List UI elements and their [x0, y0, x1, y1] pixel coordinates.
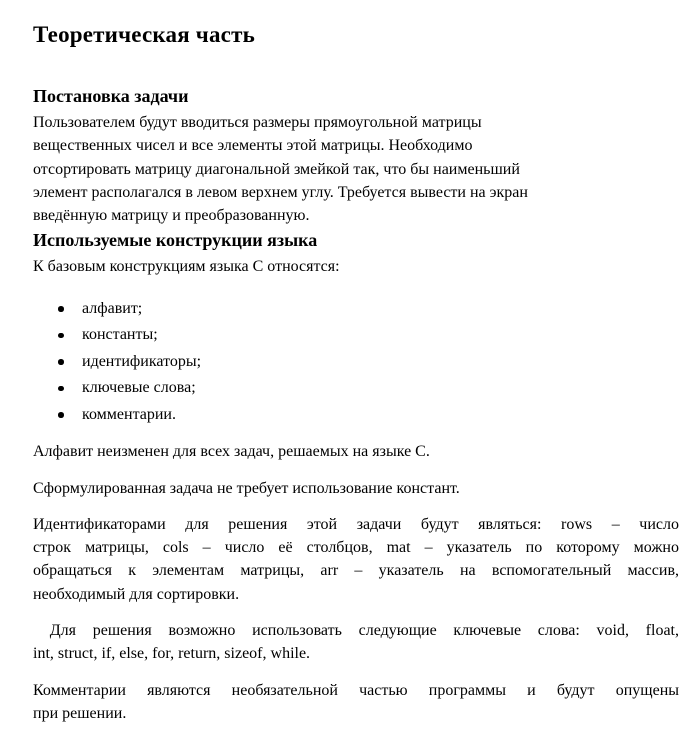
text-line: вещественных чисел и все элементы этой матрицы. Необходимо [33, 137, 473, 155]
paragraph-constructs-intro [33, 255, 679, 278]
text-line: Комментарии являются необязательной частью программы и будут опущены [33, 681, 679, 699]
document-title: Теоретическая часть [33, 22, 255, 47]
text-line: необходимый для сортировки. [33, 585, 240, 603]
bullet-icon [58, 359, 64, 365]
text-line: отсортировать матрицу диагональной змейкой так, что бы наименьший [33, 160, 520, 178]
list-item [82, 322, 679, 349]
bullet-icon [58, 306, 64, 312]
text-line: Идентификаторами для решения этой задачи будут являться: rows – число [33, 515, 679, 533]
text-line: обращаться к элементам матрицы, arr – указатель на вспомогательный массив, [33, 562, 679, 580]
text-line: введённую матрицу и преобразованную. [33, 207, 310, 225]
text-line: Пользователем будут вводиться размеры прямоугольной матрицы [33, 114, 482, 131]
paragraph-identifiers [33, 513, 679, 606]
text-line: Для решения возможно использовать следующие ключевые слова: void, float, [33, 622, 679, 640]
text-line: К базовым конструкциям языка C относятся: [33, 258, 340, 276]
bullet-icon [58, 386, 64, 392]
paragraph-problem-statement [33, 111, 679, 227]
text-line: Алфавит неизменен для всех задач, решаемых на языке C. [33, 443, 430, 461]
list-item-text: алфавит; [82, 299, 143, 317]
paragraph-comments [33, 679, 679, 726]
list-item-text: комментарии. [82, 405, 176, 423]
bullet-icon [58, 333, 64, 339]
list-item [82, 349, 679, 376]
constructs-bullet-list [33, 296, 679, 429]
paragraph-constants-note [33, 477, 679, 500]
list-item-text: константы; [82, 326, 158, 344]
text-line: int, struct, if, else, for, return, sizeof, while. [33, 645, 311, 663]
document-content [33, 22, 679, 725]
list-item [82, 402, 679, 429]
list-item [82, 375, 679, 402]
text-line: Сформулированная задача не требует использование констант. [33, 479, 460, 497]
text-line: элемент располагался в левом верхнем углу. Требуется вывести на экран [33, 183, 528, 201]
text-line: строк матрицы, cols – число её столбцов, mat – указатель по которому можно [33, 539, 679, 557]
section-heading-language-constructs: Используемые конструкции языка [33, 230, 318, 251]
list-item [82, 296, 679, 323]
text-line: при решении. [33, 704, 127, 722]
paragraph-alphabet-note [33, 440, 679, 463]
section-heading-problem-statement: Постановка задачи [33, 86, 189, 106]
list-item-text: идентификаторы; [82, 352, 202, 370]
bullet-icon [58, 412, 64, 418]
list-item-text: ключевые слова; [82, 379, 196, 397]
paragraph-keywords [33, 619, 679, 666]
